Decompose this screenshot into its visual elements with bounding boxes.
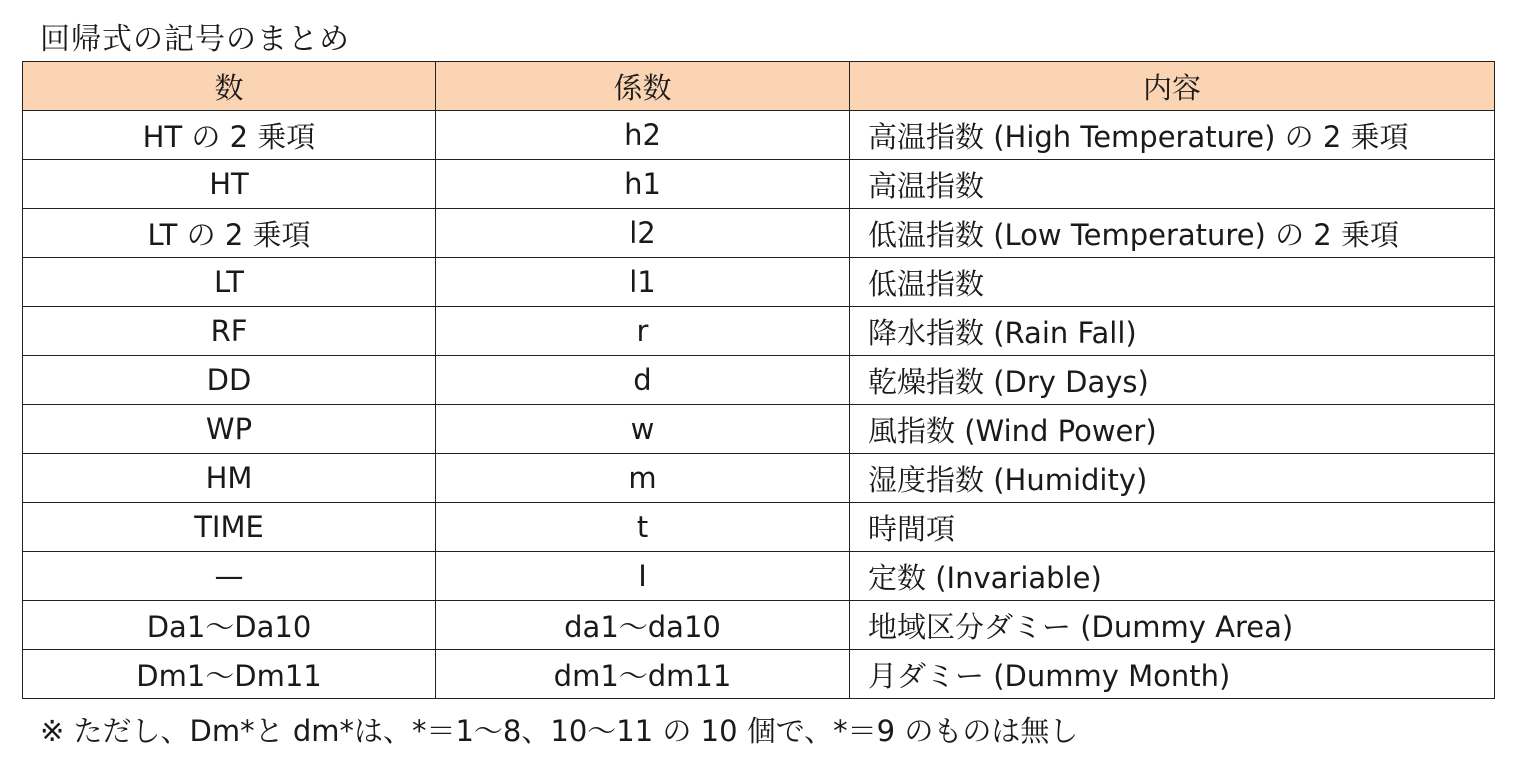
description-cell: 高温指数: [850, 160, 1495, 209]
table-row: [23, 650, 1495, 699]
coefficient-cell: I: [436, 552, 850, 601]
coefficient-cell: h2: [436, 111, 850, 160]
description-cell: 高温指数 (High Temperature) の 2 乗項: [850, 111, 1495, 160]
coefficient-cell: da1～da10: [436, 601, 850, 650]
description-cell: 地域区分ダミー (Dummy Area): [850, 601, 1495, 650]
coefficient-cell: r: [436, 307, 850, 356]
variable-cell: —: [23, 552, 436, 601]
table-row: [23, 454, 1495, 503]
description-cell: 低温指数: [850, 258, 1495, 307]
description-cell: 月ダミー (Dummy Month): [850, 650, 1495, 699]
coefficient-cell: w: [436, 405, 850, 454]
table-row: [23, 209, 1495, 258]
variable-cell: HT の 2 乗項: [23, 111, 436, 160]
coefficient-cell: l1: [436, 258, 850, 307]
description-cell: 定数 (Invariable): [850, 552, 1495, 601]
coefficient-cell: t: [436, 503, 850, 552]
header-variable: 数: [23, 62, 436, 111]
description-cell: 低温指数 (Low Temperature) の 2 乗項: [850, 209, 1495, 258]
variable-cell: LT: [23, 258, 436, 307]
variable-cell: DD: [23, 356, 436, 405]
variable-cell: Dm1～Dm11: [23, 650, 436, 699]
table-row: [23, 503, 1495, 552]
description-cell: 時間項: [850, 503, 1495, 552]
description-cell: 湿度指数 (Humidity): [850, 454, 1495, 503]
variable-cell: HT: [23, 160, 436, 209]
table-row: [23, 552, 1495, 601]
table-row: [23, 111, 1495, 160]
coefficient-cell: d: [436, 356, 850, 405]
coefficient-cell: m: [436, 454, 850, 503]
variable-cell: TIME: [23, 503, 436, 552]
header-description: 内容: [850, 62, 1495, 111]
coefficient-cell: h1: [436, 160, 850, 209]
table-row: [23, 307, 1495, 356]
table-row: [23, 356, 1495, 405]
table-row: [23, 258, 1495, 307]
variable-cell: Da1～Da10: [23, 601, 436, 650]
coefficient-cell: l2: [436, 209, 850, 258]
symbol-summary-table: [22, 61, 1495, 699]
table-row: [23, 601, 1495, 650]
page-title: 回帰式の記号のまとめ: [40, 22, 350, 57]
variable-cell: HM: [23, 454, 436, 503]
header-coefficient: 係数: [436, 62, 850, 111]
description-cell: 風指数 (Wind Power): [850, 405, 1495, 454]
variable-cell: RF: [23, 307, 436, 356]
table-row: [23, 405, 1495, 454]
description-cell: 乾燥指数 (Dry Days): [850, 356, 1495, 405]
footnote: ※ ただし、Dm*と dm*は、*＝1～8、10～11 の 10 個で、*＝9 のものは無し: [40, 714, 1079, 748]
table-row: [23, 160, 1495, 209]
table-header-row: [23, 62, 1495, 111]
variable-cell: WP: [23, 405, 436, 454]
description-cell: 降水指数 (Rain Fall): [850, 307, 1495, 356]
coefficient-cell: dm1～dm11: [436, 650, 850, 699]
variable-cell: LT の 2 乗項: [23, 209, 436, 258]
